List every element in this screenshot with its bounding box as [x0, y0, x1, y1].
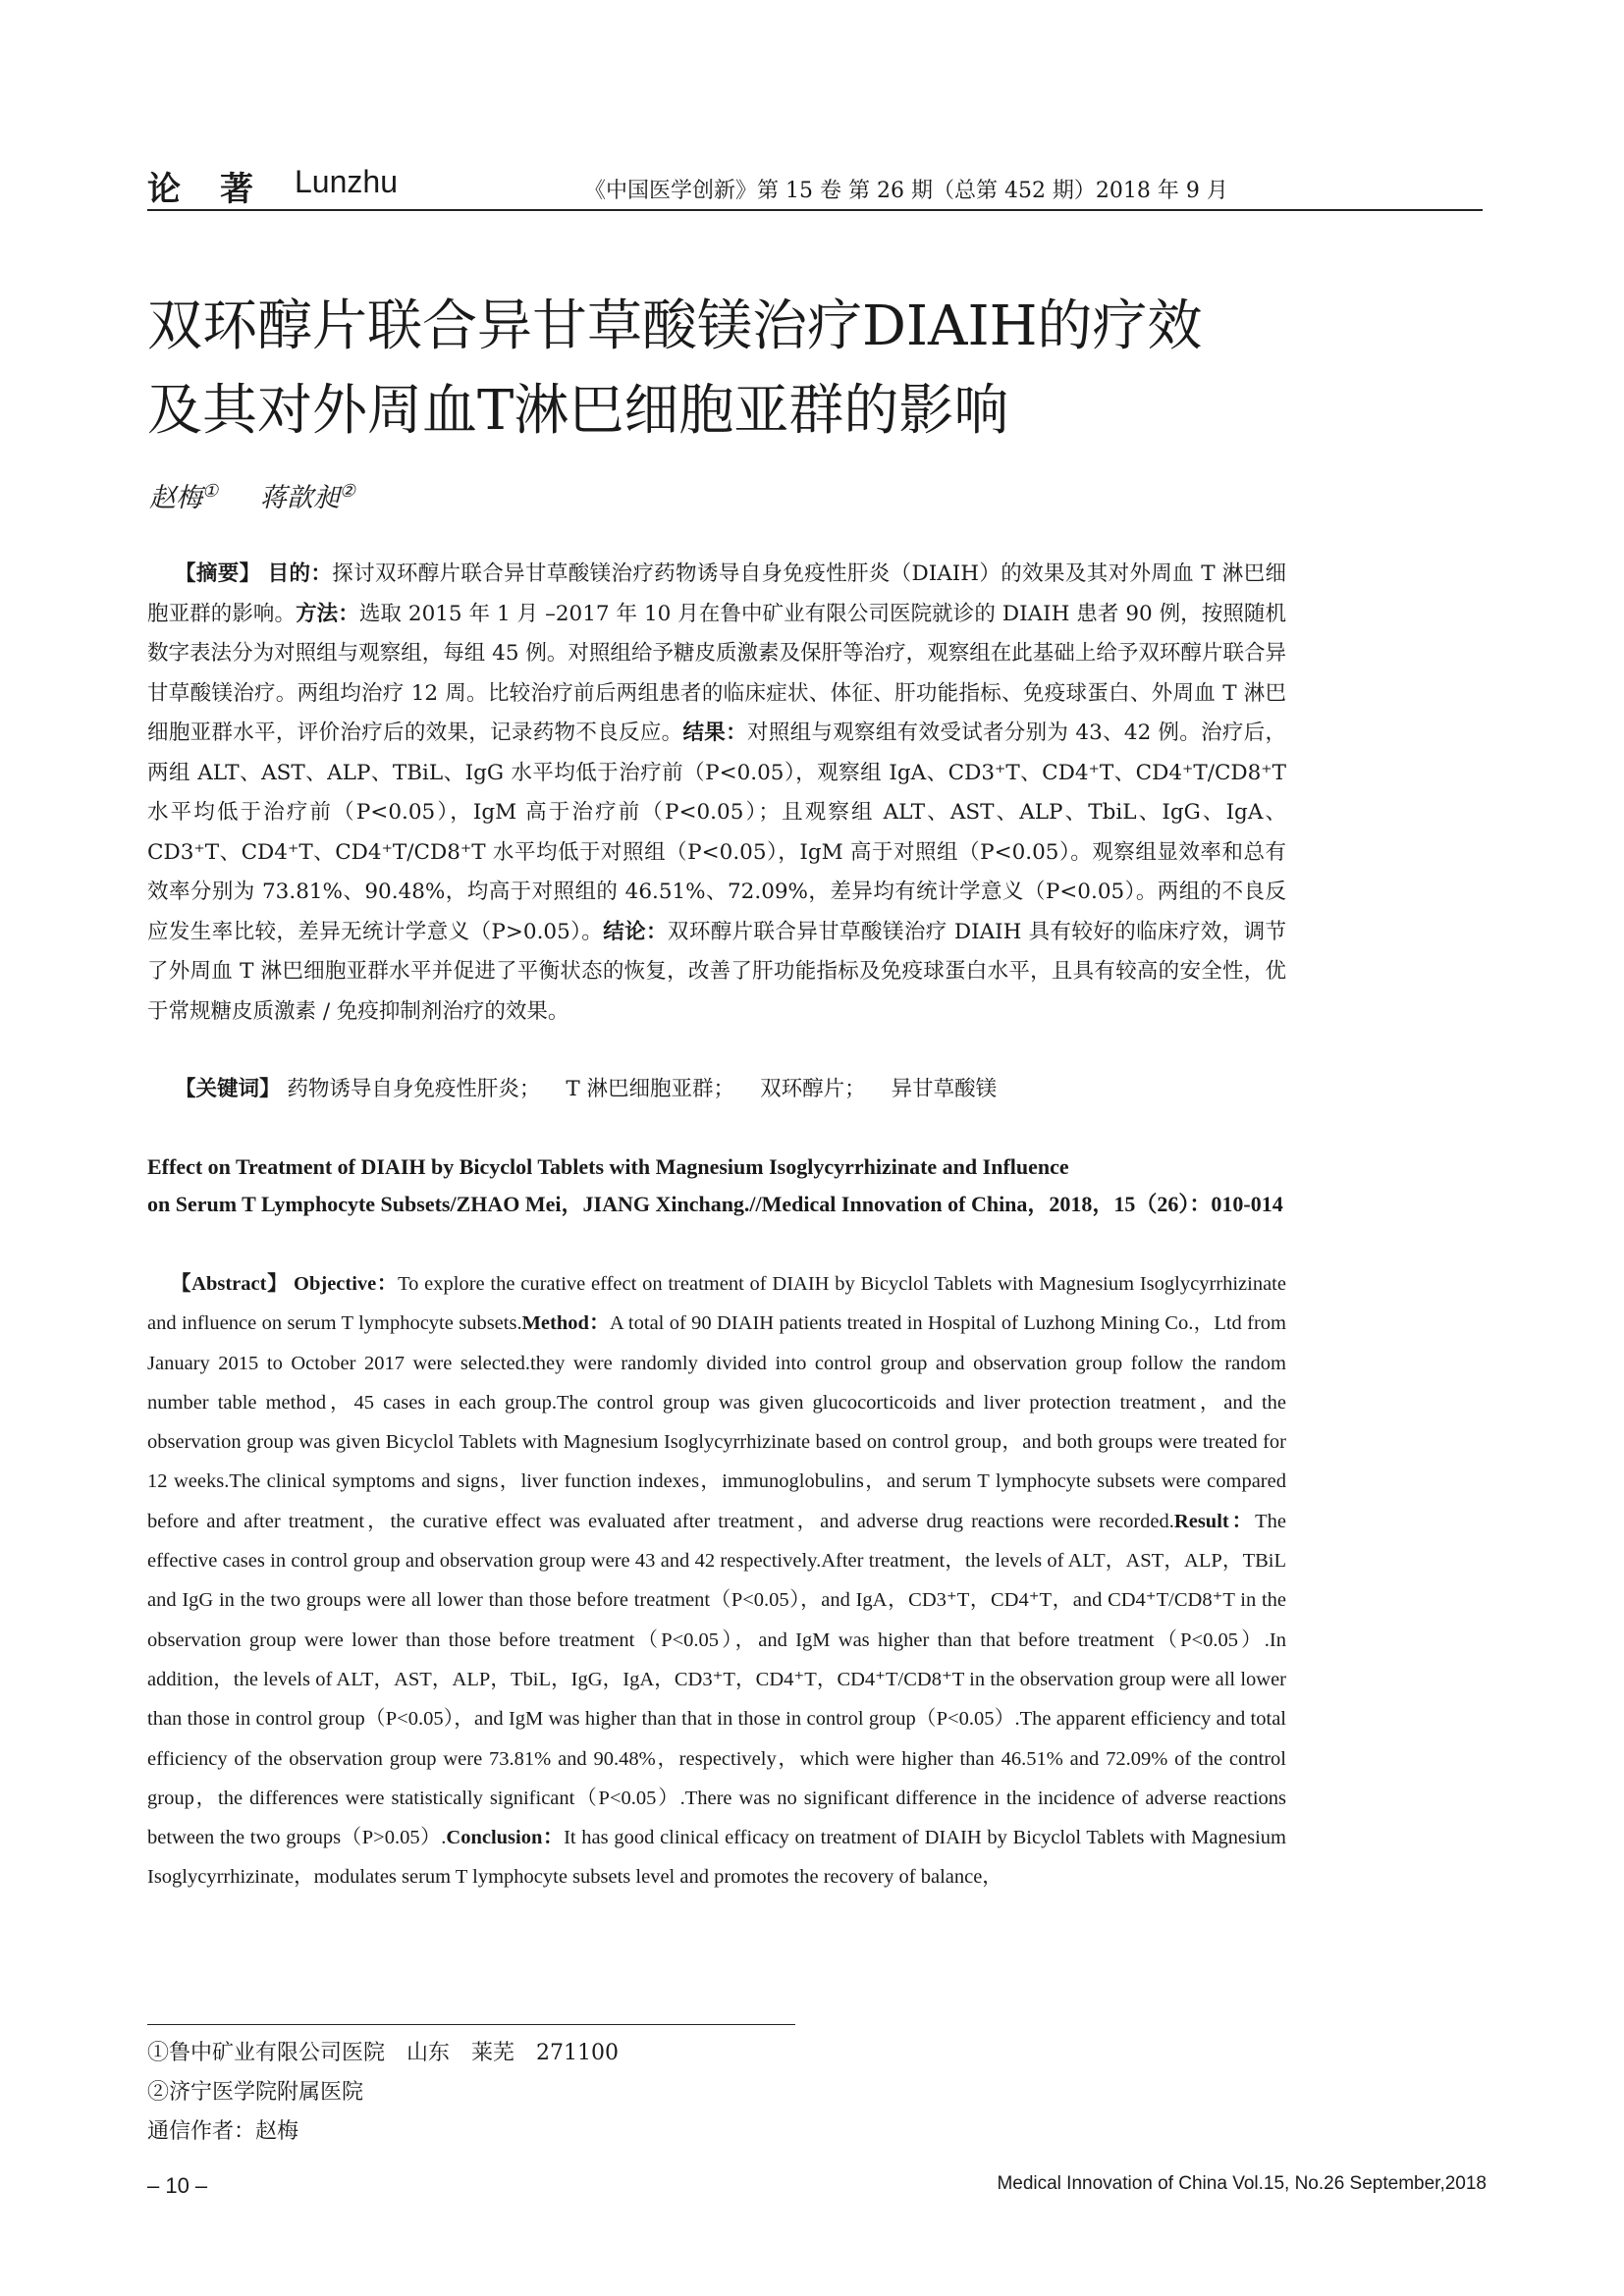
method-label: 方法：: [296, 601, 359, 626]
title-line-2: 及其对外周血T淋巴细胞亚群的影响: [147, 379, 1009, 443]
affiliation-2: ②济宁医学院附属医院: [147, 2080, 364, 2105]
conclusion-en-text: It has good clinical efficacy on treatment of DIAIH by Bicyclol Tablets with Magnesium Isoglycyrrhizinate，modulates serum T lymphocyte subsets level and promotes the recovery of balance，: [147, 1827, 1286, 1889]
footnote-divider: [147, 2024, 795, 2025]
journal-issue: 《中国医学创新》第 15 卷 第 26 期（总第 452 期）2018 年 9 月: [584, 179, 1228, 203]
section-label: 论著: [147, 170, 293, 209]
result-label: 结果：: [682, 721, 747, 745]
author-name: 蒋歆昶: [259, 483, 340, 513]
keywords-label: 【关键词】: [175, 1077, 281, 1101]
result-text: 对照组与观察组有效受试者分别为 43、42 例。治疗后，两组 ALT、AST、ALP、TBiL、IgG 水平均低于治疗前（P<0.05），观察组 IgA、CD3⁺T、CD4⁺T、CD4⁺T/CD8⁺T 水平均低于治疗前（P<0.05），IgM 高于治疗前（P<0.05）；且观察组 ALT、AST、ALP、TbiL、IgG、IgA、CD3⁺T、CD4⁺T、CD4⁺T/CD8⁺T 水平均低于对照组（P<0.05），IgM 高于对照组（P<0.05）。观察组显效率和总有效率分别为 73.81%、90.48%，均高于对照组的 46.51%、72.09%，差异均有统计学意义（P<0.05）。两组的不良反应发生率比较，差异无统计学意义（P>0.05）。: [147, 721, 1286, 944]
affiliation-1: ①鲁中矿业有限公司医院 山东 莱芜 271100: [147, 2041, 619, 2065]
section-label-en: Lunzhu: [295, 164, 398, 199]
title-line-1: 双环醇片联合异甘草酸镁治疗DIAIH的疗效: [147, 294, 1203, 358]
english-title-citation: [147, 1148, 1286, 1223]
conclusion-text: 双环醇片联合异甘草酸镁治疗 DIAIH 具有较好的临床疗效，调节了外周血 T 淋巴细胞亚群水平并促进了平衡状态的恢复，改善了肝功能指标及免疫球蛋白水平，且具有较高的安全性，优于常规糖皮质激素 / 免疫抑制剂治疗的效果。: [147, 919, 1286, 1024]
footnotes: [147, 2034, 619, 2152]
author-affiliation-mark: ①: [202, 481, 219, 502]
keyword: 双环醇片；: [760, 1077, 866, 1101]
article-title: [147, 285, 1502, 454]
keyword: T 淋巴细胞亚群；: [566, 1077, 735, 1101]
method-en-text: A total of 90 DIAIH patients treated in Hospital of Luzhong Mining Co.，Ltd from January 2015 to October 2017 were selected.they were randomly divided into control group and observation group follow the random number table method，45 cases in each group.The control group was given glucocorticoids and liver protection treatment，and the observation group was given Bicyclol Tablets with Magnesium Isoglycyrrhizinate based on control group，and both groups were treated for 12 weeks.The clinical symptoms and signs，liver function indexes，immunoglobulins，and serum T lymphocyte subsets were compared before and after treatment，the curative effect was evaluated after treatment，and adverse drug reactions were recorded.: [147, 1312, 1286, 1532]
abstract-cn: [147, 555, 1286, 1032]
english-title-line-1: Effect on Treatment of DIAIH by Bicyclol Tablets with Magnesium Isoglycyrrhizinate and Influence: [147, 1154, 1069, 1179]
corresponding-author: 通信作者：赵梅: [147, 2119, 299, 2144]
page-number: – 10 –: [147, 2173, 208, 2198]
method-text: 选取 2015 年 1 月 –2017 年 10 月在鲁中矿业有限公司医院就诊的 DIAIH 患者 90 例，按照随机数字表法分为对照组与观察组，每组 45 例。对照组给予糖皮质激素及保肝等治疗，观察组在此基础上给予双环醇片联合异甘草酸镁治疗。两组均治疗 12 周。比较治疗前后两组患者的临床症状、体征、肝功能指标、免疫球蛋白、外周血 T 淋巴细胞亚群水平，评价治疗后的效果，记录药物不良反应。: [147, 601, 1286, 745]
abstract-label: 【摘要】: [175, 561, 261, 586]
keyword: 异甘草酸镁: [891, 1077, 998, 1101]
author-name: 赵梅: [149, 483, 202, 513]
author-list: [149, 476, 355, 514]
conclusion-en-label: Conclusion：: [446, 1827, 565, 1849]
objective-en-label: Objective：: [294, 1273, 399, 1295]
english-title-rest: on Serum T Lymphocyte Subsets/ZHAO Mei，JIANG Xinchang.//Medical Innovation of China，2018，15（26）：010-014: [147, 1192, 1283, 1216]
running-header: [147, 162, 1483, 211]
objective-text: 探讨双环醇片联合异甘草酸镁治疗药物诱导自身免疫性肝炎（DIAIH）的效果及其对外周血 T 淋巴细胞亚群的影响。: [147, 561, 1286, 626]
conclusion-label: 结论：: [603, 919, 668, 944]
abstract-en-label: 【Abstract】: [171, 1273, 289, 1295]
abstract-en: [147, 1264, 1286, 1897]
author-affiliation-mark: ②: [339, 481, 355, 502]
result-en-label: Result：: [1173, 1510, 1256, 1532]
objective-label: 目的：: [267, 561, 333, 586]
keyword: 药物诱导自身免疫性肝炎；: [287, 1077, 541, 1101]
footer-journal: Medical Innovation of China Vol.15, No.26 September,2018: [997, 2173, 1487, 2194]
keywords-cn: [147, 1070, 1286, 1109]
objective-en-text: To explore the curative effect on treatment of DIAIH by Bicyclol Tablets with Magnesium Isoglycyrrhizinate and influence on serum T lymphocyte subsets.: [147, 1273, 1286, 1335]
method-en-label: Method：: [521, 1312, 610, 1335]
result-en-text: The effective cases in control group and observation group were 43 and 42 respectively.After treatment，the levels of ALT，AST，ALP，TBiL and IgG in the two groups were all lower than those before treatment（P<0.05），and IgA，CD3⁺T，CD4⁺T，and CD4⁺T/CD8⁺T in the observation group were lower than those before treatment（P<0.05），and IgM was higher than that before treatment（P<0.05）.In addition，the levels of ALT，AST，ALP，TbiL，IgG，IgA，CD3⁺T，CD4⁺T，CD4⁺T/CD8⁺T in the observation group were all lower than those in control group（P<0.05），and IgM was higher than that in those in control group（P<0.05）.The apparent efficiency and total efficiency of the observation group were 73.81% and 90.48%，respectively，which were higher than 46.51% and 72.09% of the control group，the differences were statistically significant（P<0.05）.There was no significant difference in the incidence of adverse reactions between the two groups（P>0.05）.: [147, 1510, 1287, 1849]
